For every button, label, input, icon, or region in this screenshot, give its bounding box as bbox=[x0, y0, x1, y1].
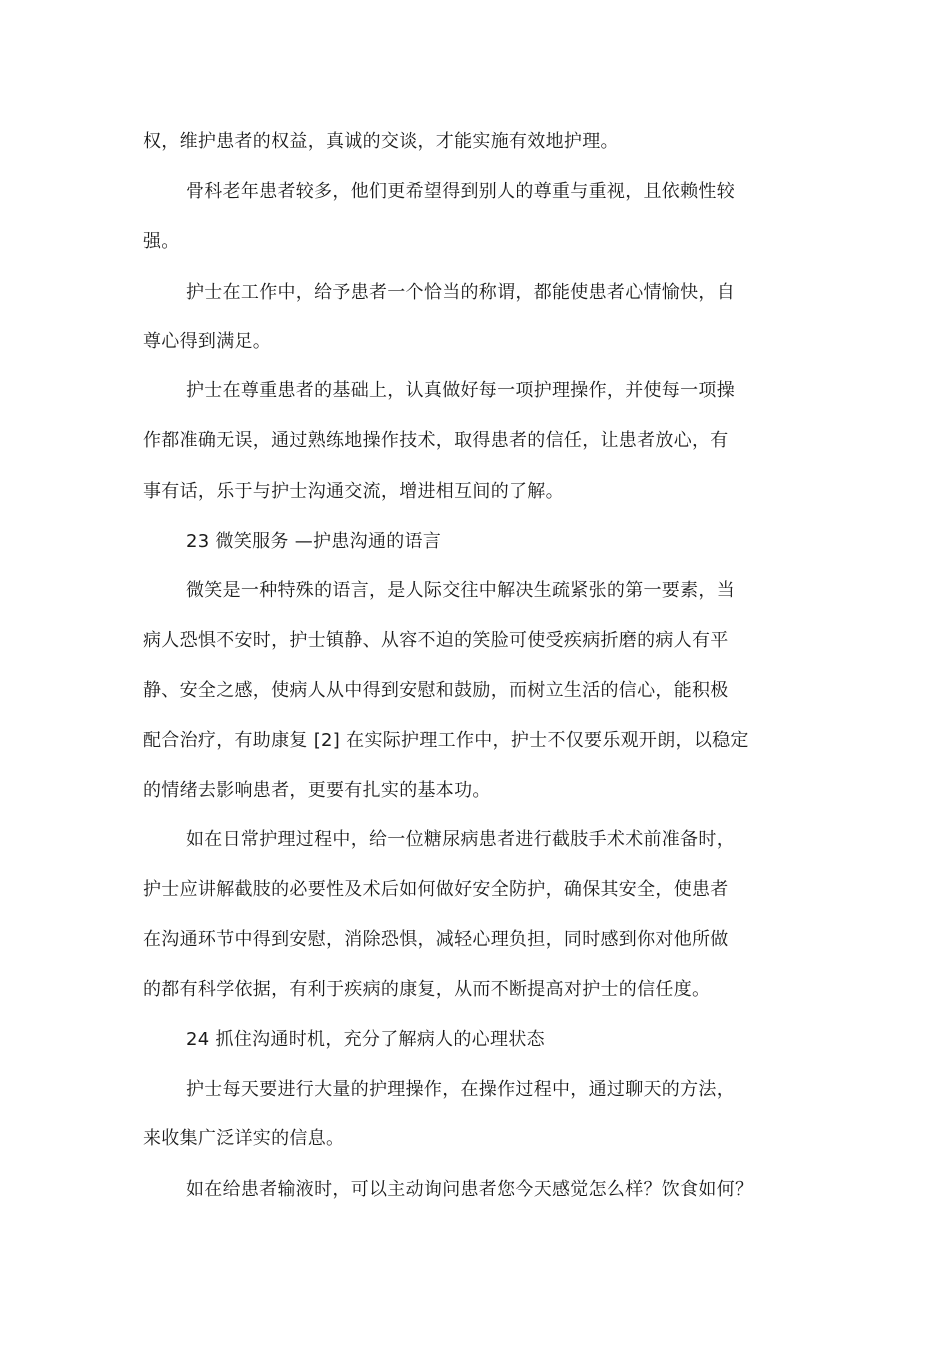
text-line: 作都准确无误，通过熟练地操作技术，取得患者的信任，让患者放心，有 bbox=[143, 430, 729, 451]
text-line: 事有话，乐于与护士沟通交流，增进相互间的了解。 bbox=[143, 481, 564, 502]
text-line: 强。 bbox=[143, 231, 180, 252]
paragraph-start: 护士每天要进行大量的护理操作，在操作过程中，通过聊天的方法， bbox=[186, 1079, 735, 1100]
paragraph-start: 如在日常护理过程中，给一位糖尿病患者进行截肢手术术前准备时， bbox=[186, 829, 735, 850]
paragraph-start: 骨科老年患者较多，他们更希望得到别人的尊重与重视，且依赖性较 bbox=[186, 181, 735, 202]
text-line: 在沟通环节中得到安慰，消除恐惧，减轻心理负担，同时感到你对他所做 bbox=[143, 929, 729, 950]
text-line: 配合治疗，有助康复 [2] 在实际护理工作中，护士不仅要乐观开朗，以稳定 bbox=[143, 730, 749, 751]
paragraph-start: 如在给患者输液时，可以主动询问患者您今天感觉怎么样？饮食如何？ bbox=[186, 1179, 754, 1200]
text-line: 的情绪去影响患者，更要有扎实的基本功。 bbox=[143, 780, 491, 801]
section-heading: 23 微笑服务 —护患沟通的语言 bbox=[186, 531, 442, 552]
paragraph-start: 护士在尊重患者的基础上，认真做好每一项护理操作，并使每一项操 bbox=[186, 380, 735, 401]
paragraph-start: 护士在工作中，给予患者一个恰当的称谓，都能使患者心情愉快，自 bbox=[186, 282, 735, 303]
text-line: 尊心得到满足。 bbox=[143, 331, 272, 352]
text-line: 静、安全之感，使病人从中得到安慰和鼓励，而树立生活的信心，能积极 bbox=[143, 680, 729, 701]
text-line: 病人恐惧不安时，护士镇静、从容不迫的笑脸可使受疾病折磨的病人有平 bbox=[143, 630, 729, 651]
text-line: 护士应讲解截肢的必要性及术后如何做好安全防护，确保其安全，使患者 bbox=[143, 879, 729, 900]
text-line: 来收集广泛详实的信息。 bbox=[143, 1128, 345, 1149]
section-heading: 24 抓住沟通时机，充分了解病人的心理状态 bbox=[186, 1029, 545, 1050]
paragraph-start: 微笑是一种特殊的语言，是人际交往中解决生疏紧张的第一要素，当 bbox=[186, 580, 735, 601]
text-line: 的都有科学依据，有利于疾病的康复，从而不断提高对护士的信任度。 bbox=[143, 979, 711, 1000]
text-line: 权，维护患者的权益，真诚的交谈，才能实施有效地护理。 bbox=[143, 131, 619, 152]
